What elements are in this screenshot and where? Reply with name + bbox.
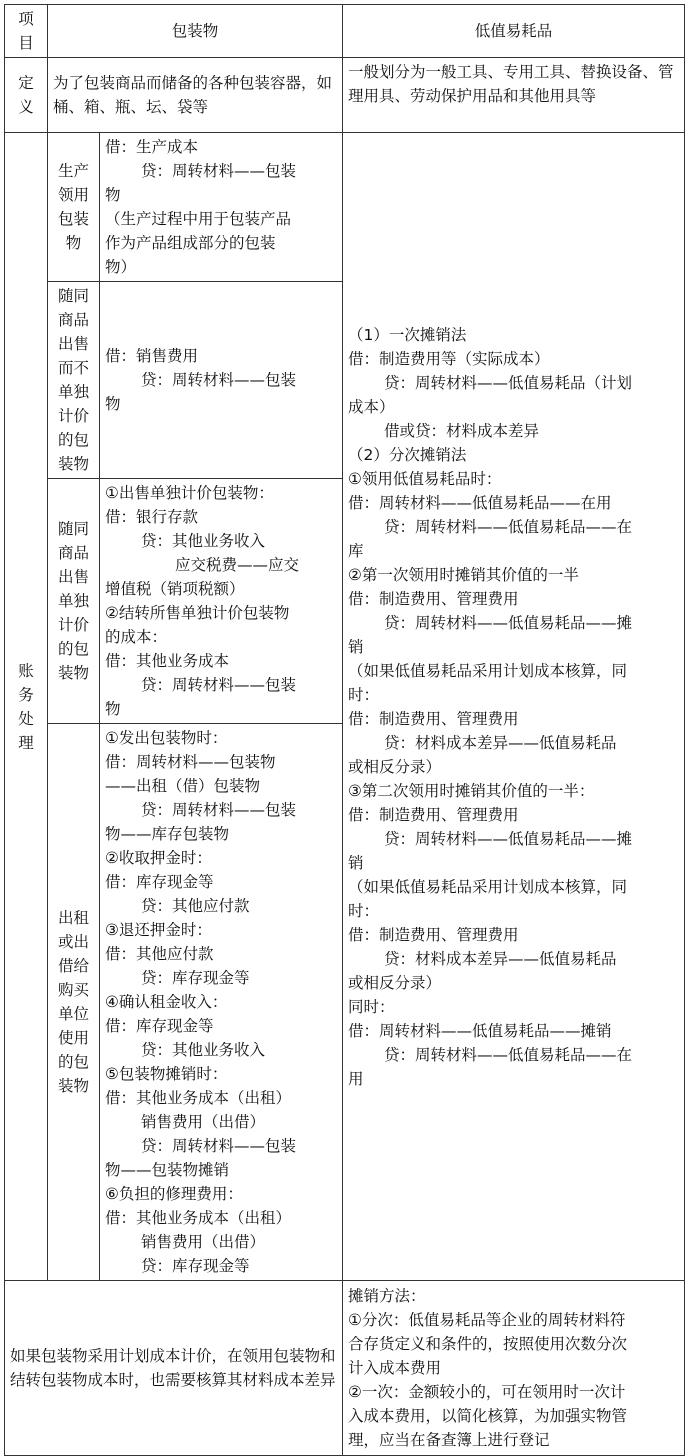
production-label: 生产领用包装物	[58, 162, 90, 252]
header-item-cell	[5, 5, 48, 58]
entry-line: ④确认租金收入：	[105, 993, 228, 1011]
entry-line: ②收取押金时：	[105, 849, 212, 867]
entry-line: 借：制造费用、管理费用	[348, 925, 519, 944]
entry-line: 借：库存现金等	[105, 1017, 214, 1035]
entry-line: 计入成本费用	[348, 1359, 442, 1377]
entry-line: 贷：材料成本差异——低值易耗品	[384, 949, 617, 968]
entry-line: ①出售单独计价包装物：	[105, 484, 274, 502]
entry-line: 物	[105, 700, 121, 718]
free-sale-label: 随同商品出售而不单独计价的包装物	[58, 287, 90, 473]
entry-line: 物——包装物摊销	[105, 1161, 230, 1179]
entry-line: 借：银行存款	[105, 508, 199, 526]
entry-line: 时：	[348, 685, 380, 704]
entry-line: 销	[348, 637, 364, 656]
definition-lowval-text: 一般划分为一般工具、专用工具、替换设备、管理用具、劳动保护用品和其他用具等	[348, 63, 674, 105]
entry-line: ——出租（借）包装物	[105, 777, 261, 795]
entry-line: 借：制造费用、管理费用	[348, 709, 519, 728]
priced-sale-label-cell	[48, 479, 100, 724]
entry-line: ②第一次领用时摊销其价值的一半	[348, 565, 579, 584]
entry-line: 摊销方法：	[348, 1287, 426, 1305]
entry-line: 应交税费——应交	[175, 556, 300, 574]
entry-line: 贷：其他应付款	[141, 897, 250, 915]
entry-line: 合存货定义和条件的，按照使用次数分次	[348, 1335, 628, 1353]
definition-pack-cell	[48, 58, 343, 133]
entry-line: （2）分次摊销法	[348, 445, 467, 464]
entry-line: 物	[105, 395, 121, 413]
definition-pack-text: 为了包装商品而储备的各种包装容器，如桶、箱、瓶、坛、袋等	[53, 74, 333, 116]
entry-line: 同时：	[348, 997, 395, 1016]
entry-line: 贷：周转材料——包装	[141, 676, 297, 694]
entry-line: 贷：库存现金等	[141, 969, 250, 987]
entry-line: 贷：周转材料——包装	[141, 371, 297, 389]
entry-line: ⑤包装物摊销时：	[105, 1065, 228, 1083]
entry-line: 物）	[105, 258, 137, 276]
entry-line: 时：	[348, 901, 380, 920]
entry-line: 借：其他业务成本	[105, 652, 230, 670]
header-lowval-cell	[343, 5, 685, 58]
entry-line: 贷：周转材料——低值易耗品——摊	[384, 613, 633, 632]
entry-line: （如果低值易耗品采用计划成本核算，同	[348, 661, 628, 680]
entry-line: 销售费用（出借）	[141, 1233, 266, 1251]
entry-line: （如果低值易耗品采用计划成本核算，同	[348, 877, 628, 896]
entry-line: 借：周转材料——低值易耗品——摊销	[348, 1021, 612, 1040]
footer-pack-text: 如果包装物采用计划成本计价，在领用包装物和结转包装物成本时，也需要核算其材料成本差异	[10, 1347, 336, 1389]
lowval-entries	[343, 133, 685, 1281]
entry-line: ②结转所售单独计价包装物	[105, 604, 290, 622]
definition-row	[5, 58, 685, 133]
entry-line: 贷：周转材料——低值易耗品——在	[384, 517, 633, 536]
entry-line: 库	[348, 541, 364, 560]
entry-line: 销售费用（出借）	[141, 1113, 266, 1131]
priced-sale-entries	[100, 479, 343, 724]
entry-line: 贷：周转材料——包装	[141, 1137, 297, 1155]
production-label-cell	[48, 133, 100, 282]
entry-line: （1）一次摊销法	[348, 325, 467, 344]
header-pack-cell	[48, 5, 343, 58]
entry-line: 借：制造费用、管理费用	[348, 589, 519, 608]
entry-line: 或相反分录）	[348, 757, 442, 776]
definition-lowval-cell	[343, 58, 685, 133]
footer-row	[5, 1281, 685, 1456]
accounting-label: 账务处理	[18, 661, 34, 752]
production-row	[5, 133, 685, 282]
free-sale-label-cell	[48, 282, 100, 479]
entry-line: 物——库存包装物	[105, 825, 230, 843]
entry-line: 理，应当在备查簿上进行登记	[348, 1431, 550, 1449]
production-entries	[100, 133, 343, 282]
header-lowval-label: 低值易耗品	[474, 22, 553, 40]
entry-line: 贷：其他业务收入	[141, 1041, 266, 1059]
definition-label-cell	[5, 58, 48, 133]
entry-line: 物	[105, 186, 121, 204]
entry-line: 借：周转材料——包装物	[105, 753, 276, 771]
rental-label-cell	[48, 724, 100, 1281]
entry-line: 作为产品组成部分的包装	[105, 234, 276, 252]
entry-line: ①分次：低值易耗品等企业的周转材料符	[348, 1311, 626, 1329]
entry-line: ③退还押金时：	[105, 921, 212, 939]
footer-lowval-cell	[343, 1281, 685, 1456]
entry-line: 借：其他业务成本（出租）	[105, 1089, 292, 1107]
entry-line: 或相反分录）	[348, 973, 442, 992]
header-row	[5, 5, 685, 58]
entry-line: 成本）	[348, 397, 395, 416]
entry-line: 贷：周转材料——低值易耗品（计划	[384, 373, 633, 392]
entry-line: ①领用低值易耗品时：	[348, 469, 502, 488]
definition-label: 定义	[18, 74, 34, 116]
entry-line: 借或贷：材料成本差异	[384, 421, 540, 440]
entry-line: ②一次：金额较小的，可在领用时一次计	[348, 1383, 626, 1401]
entry-line: 贷：周转材料——包装	[141, 801, 297, 819]
entry-line: 借：制造费用等（实际成本）	[348, 349, 550, 368]
rental-entries	[100, 724, 343, 1281]
entry-line: 入成本费用，以简化核算，为加强实物管	[348, 1407, 628, 1425]
free-sale-entries	[100, 282, 343, 479]
entry-line: 借：周转材料——低值易耗品——在用	[348, 493, 612, 512]
entry-line: 贷：周转材料——包装	[141, 162, 297, 180]
entry-line: 贷：周转材料——低值易耗品——摊	[384, 829, 633, 848]
entry-line: 借：其他应付款	[105, 945, 214, 963]
entry-line: 贷：材料成本差异——低值易耗品	[384, 733, 617, 752]
header-item-label: 项目	[18, 10, 34, 52]
entry-line: 借：销售费用	[105, 347, 199, 365]
entry-line: 借：其他业务成本（出租）	[105, 1209, 292, 1227]
entry-line: 借：生产成本	[105, 138, 199, 156]
entry-line: 贷：周转材料——低值易耗品——在	[384, 1045, 633, 1064]
entry-line: 借：库存现金等	[105, 873, 214, 891]
entry-line: （生产过程中用于包装产品	[105, 210, 292, 228]
entry-line: ③第二次领用时摊销其价值的一半：	[348, 781, 595, 800]
entry-line: 增值税（销项税额）	[105, 580, 245, 598]
entry-line: 借：制造费用、管理费用	[348, 805, 519, 824]
entry-line: 销	[348, 853, 364, 872]
entry-line: 用	[348, 1069, 364, 1088]
entry-line: 的成本：	[105, 628, 168, 646]
entry-line: ⑥负担的修理费用：	[105, 1185, 243, 1203]
header-pack-label: 包装物	[171, 22, 219, 40]
rental-label: 出租或出借给购买单位使用的包装物	[58, 909, 90, 1095]
footer-pack-cell	[5, 1281, 343, 1456]
accounting-label-cell	[5, 133, 48, 1281]
entry-line: 贷：其他业务收入	[141, 532, 266, 550]
priced-sale-label: 随同商品出售单独计价的包装物	[58, 520, 90, 682]
entry-line: 贷：库存现金等	[141, 1257, 250, 1275]
entry-line: ①发出包装物时：	[105, 729, 228, 747]
comparison-table	[4, 4, 685, 1456]
